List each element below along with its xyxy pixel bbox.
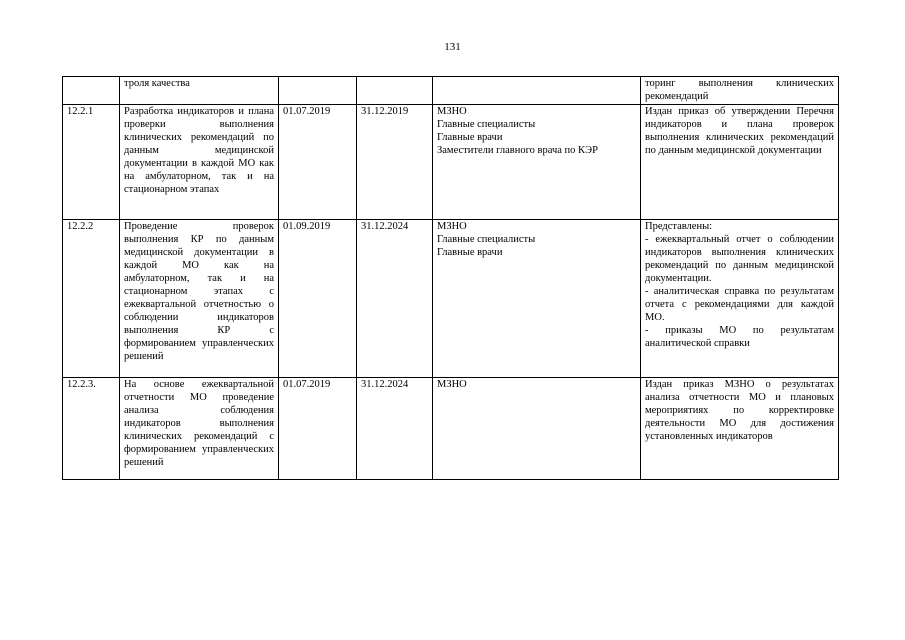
result-line: - приказы МО по результатам аналитической справки [645, 325, 834, 349]
cell-activity: Проведение проверок выполнения КР по данным медицинской документации в каждой МО как на амбулаторном, так и на стационарном этапах с ежеквартальной отчетностью о соблюдении индикаторов выполнения КР с формированием управленческих решений [120, 220, 279, 378]
result-line: - аналитическая справка по результатам отчета с рекомендациями для каждой МО. [645, 286, 834, 323]
result-line: Издан приказ об утверждении Перечня индикаторов и плана проверок выполнения клинических рекомендаций по данным медицинской документации [645, 106, 834, 156]
cell-start-date: 01.07.2019 [279, 105, 357, 220]
plan-table [62, 76, 839, 480]
result-line: Представлены: [645, 221, 713, 232]
page-number: 131 [444, 41, 461, 53]
cell-activity: На основе ежеквартальной отчетности МО проведение анализа соблюдения индикаторов выполнения клинических рекомендаций с формированием управленческих решений [120, 378, 279, 480]
responsible-line: Главные врачи [437, 247, 503, 258]
responsible-line: Главные специалисты [437, 119, 536, 130]
cell-activity: Разработка индикаторов и плана проверки выполнения клинических рекомендаций по данным медицинской документации в каждой МО как на амбулаторном, так и на стационарном этапах [120, 105, 279, 220]
cell-responsible [433, 220, 641, 378]
table-row-continuation [63, 77, 839, 105]
cell-end-date: 31.12.2024 [357, 220, 433, 378]
cell-number: 12.2.3. [63, 378, 120, 480]
cell-responsible [433, 378, 641, 480]
cell-end-date: 31.12.2024 [357, 378, 433, 480]
cell-start-date [279, 77, 357, 105]
table-row [63, 220, 839, 378]
cell-number: 12.2.1 [63, 105, 120, 220]
cell-result [641, 105, 839, 220]
table-row [63, 378, 839, 480]
result-line: Издан приказ МЗНО о результатах анализа отчетности МО и плановых мероприятиях по корректировке деятельности МО для достижения установленных индикаторов [645, 379, 834, 442]
cell-start-date: 01.07.2019 [279, 378, 357, 480]
cell-number: 12.2.2 [63, 220, 120, 378]
cell-result [641, 220, 839, 378]
cell-result [641, 378, 839, 480]
result-line: - ежеквартальный отчет о соблюдении индикаторов выполнения клинических рекомендаций по данным медицинской документации. [645, 234, 834, 284]
cell-responsible [433, 105, 641, 220]
responsible-line: Заместители главного врача по КЭР [437, 145, 598, 156]
cell-start-date: 01.09.2019 [279, 220, 357, 378]
responsible-line: МЗНО [437, 379, 467, 390]
responsible-line: МЗНО [437, 106, 467, 117]
responsible-line: Главные специалисты [437, 234, 536, 245]
cell-responsible [433, 77, 641, 105]
responsible-line: МЗНО [437, 221, 467, 232]
cell-end-date: 31.12.2019 [357, 105, 433, 220]
cell-end-date [357, 77, 433, 105]
table-row [63, 105, 839, 220]
cell-activity: троля качества [120, 77, 279, 105]
responsible-line: Главные врачи [437, 132, 503, 143]
cell-result: торинг выполнения клинических рекомендаций [641, 77, 839, 105]
cell-number [63, 77, 120, 105]
